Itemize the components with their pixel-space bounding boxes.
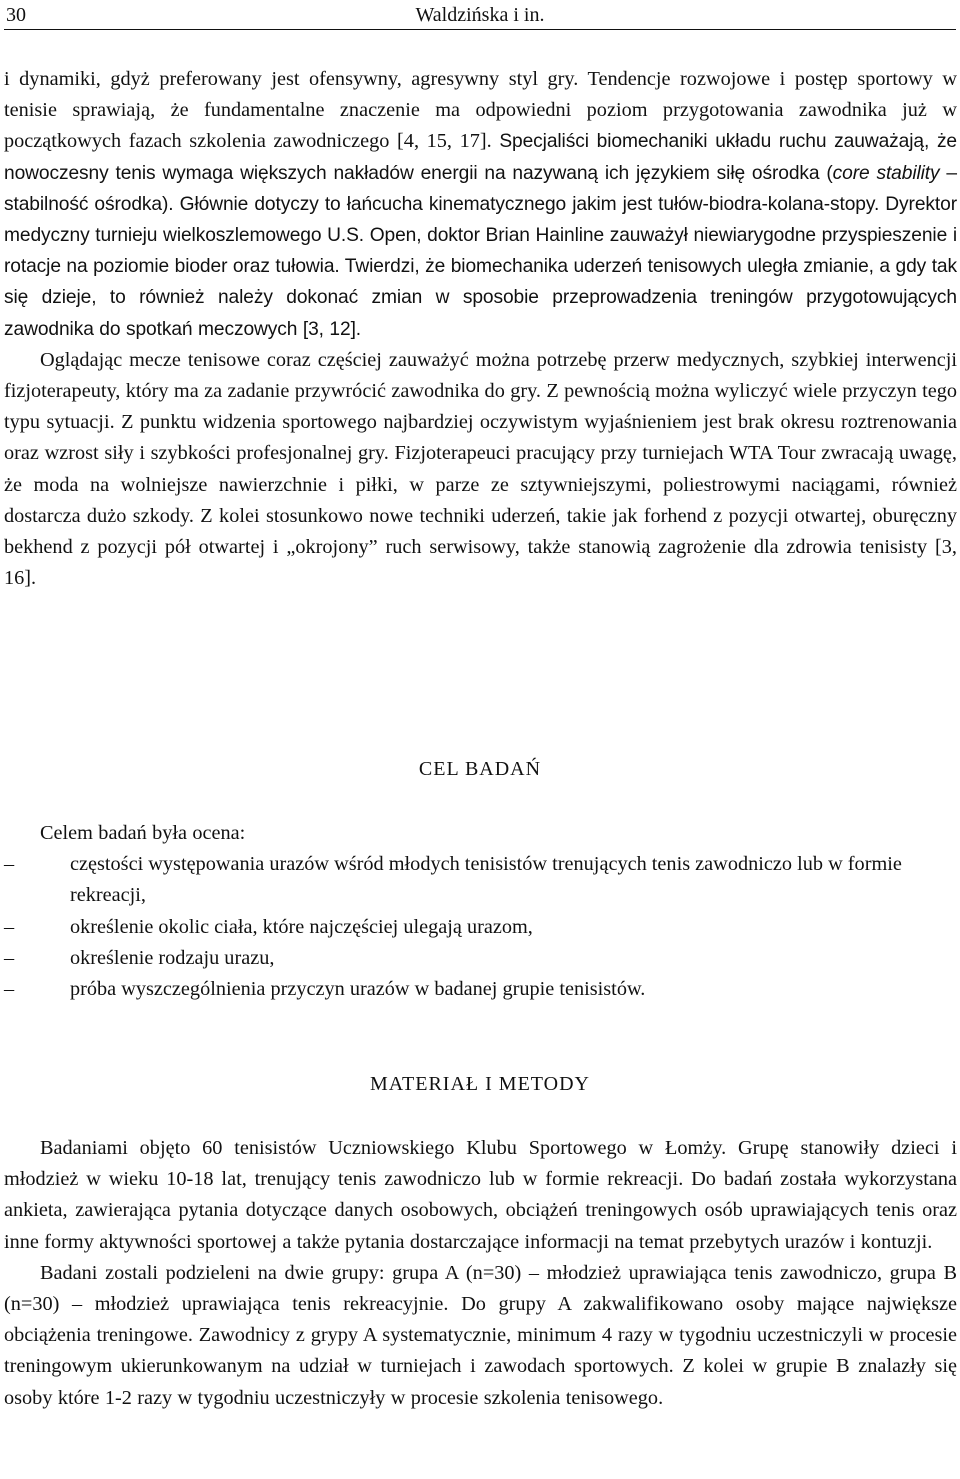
dash-bullet: – <box>4 978 15 1001</box>
intro-section <box>4 64 957 594</box>
aims-list <box>4 849 957 1005</box>
aims-item-text: określenie rodzaju urazu, <box>70 946 275 969</box>
page-header <box>0 0 960 30</box>
dash-bullet: – <box>4 853 15 876</box>
section-heading-aims: CEL BADAŃ <box>418 758 542 780</box>
intro-sans-text-b: – stabilność ośrodka). Głównie dotyczy to łańcucha kinematycznego jakim jest tułów-biodra-kolana-stopy. Dyrektor medyczny turnieju wielkoszlemowego U.S. Open, doktor Brian Hainline zauważył niewiarygodne przyspieszenie i rotacje na poziomie bioder oraz tułowia. Twierdzi, że biomechanika uderzeń tenisowych uległa zmianie, a gdy tak się dzieje, to również należy dokonać zmian w sposobie przeprowadzenia treningów przygotowujących zawodnika do spotkań meczowych [3, 12]. <box>4 162 957 340</box>
aims-item-text: częstości występowania urazów wśród młodych tenisistów trenujących tenis zawodniczo lub w formie rekreacji, <box>70 853 902 907</box>
intro-serif-text: i dynamiki, gdyż preferowany jest ofensywny, agresywny styl gry. Tendencje rozwojowe i postęp sportowy w tenisie sprawiają, że fundamentalne znaczenie ma odpowiedni poziom przygotowania zawodnika już w początkowych fazach szkolenia zawodniczego [4, 15, 17]. <box>4 68 957 153</box>
header-rule <box>4 29 956 30</box>
page-number: 30 <box>6 4 26 26</box>
methods-paragraph-2: Badani zostali podzieleni na dwie grupy: grupa A (n=30) – młodzież uprawiająca tenis zawodniczo, grupa B (n=30) – młodzież uprawiająca tenis rekreacyjnie. Do grupy A zakwalifikowano osoby mające największe obciążenia treningowe. Zawodnicy z grypy A systematycznie, minimum 4 razy w tygodniu uczestniczyli w procesie treningowym ukierunkowanym na udział w turniejach i zawodach sportowych. Z kolei w grupie B znalazły się osoby które 1-2 razy w tygodniu uczestniczyły w procesie szkolenia tenisowego. <box>4 1261 957 1409</box>
aims-list-item <box>4 912 957 943</box>
aims-list-item <box>4 943 957 974</box>
aims-section <box>4 818 957 1005</box>
running-head: Waldzińska i in. <box>415 4 545 26</box>
intro-sans-text-a: Specjaliści biomechaniki układu ruchu zauważają, że nowoczesny tenis wymaga większych nakładów energii na nazywaną ich językiem siłę ośrodka ( <box>4 131 958 184</box>
aims-item-text: próba wyszczególnienia przyczyn urazów w badanej grupie tenisistów. <box>70 978 646 1001</box>
aims-list-item <box>4 974 957 1005</box>
intro-paragraph-1 <box>4 64 957 345</box>
dash-bullet: – <box>4 946 15 969</box>
section-heading-methods: MATERIAŁ I METODY <box>370 1073 590 1095</box>
dash-bullet: – <box>4 915 15 938</box>
intro-paragraph-2: Oglądając mecze tenisowe coraz częściej zauważyć można potrzebę przerw medycznych, szybkiej interwencji fizjoterapeuty, który ma za zadanie przywrócić zawodnika do gry. Z pewnością można wyliczyć wiele przyczyn tego typu sytuacji. Z punktu widzenia sportowego najbardziej oczywistym wyjaśnieniem jest brak okresu roztrenowania oraz wzrost siły i szybkości profesjonalnej gry. Fizjoterapeuci pracujący przy turniejach WTA Tour zwracają uwagę, że moda na wolniejsze nawierzchnie i piłki, w parze ze sztywniejszymi, poliestrowymi naciągami, również dostarcza dużo szkody. Z kolei stosunkowo nowe techniki uderzeń, takie jak forhend z pozycji otwartej, oburęczny bekhend z pozycji pół otwartej i „okrojony” ruch serwisowy, także stanowią zagrożenie dla zdrowia tenisisty [3, 16]. <box>4 348 957 590</box>
methods-section <box>4 1133 957 1414</box>
aims-lead: Celem badań była ocena: <box>40 822 246 844</box>
aims-item-text: określenie okolic ciała, które najczęściej ulegają urazom, <box>70 915 533 938</box>
aims-list-item <box>4 849 957 911</box>
methods-paragraph-1: Badaniami objęto 60 tenisistów Uczniowskiego Klubu Sportowego w Łomży. Grupę stanowiły dzieci i młodzież w wieku 10-18 lat, trenujący tenis zawodniczo lub w formie rekreacji. Do badań została wykorzystana ankieta, zawierająca pytania dotyczące danych osobowych, obciążeń treningowych osób uprawiających tenis oraz inne formy aktywności sportowej a także pytania dostarczające informacji na temat przebytych urazów i kontuzji. <box>4 1137 957 1253</box>
core-stability-term: core stability <box>832 162 940 184</box>
